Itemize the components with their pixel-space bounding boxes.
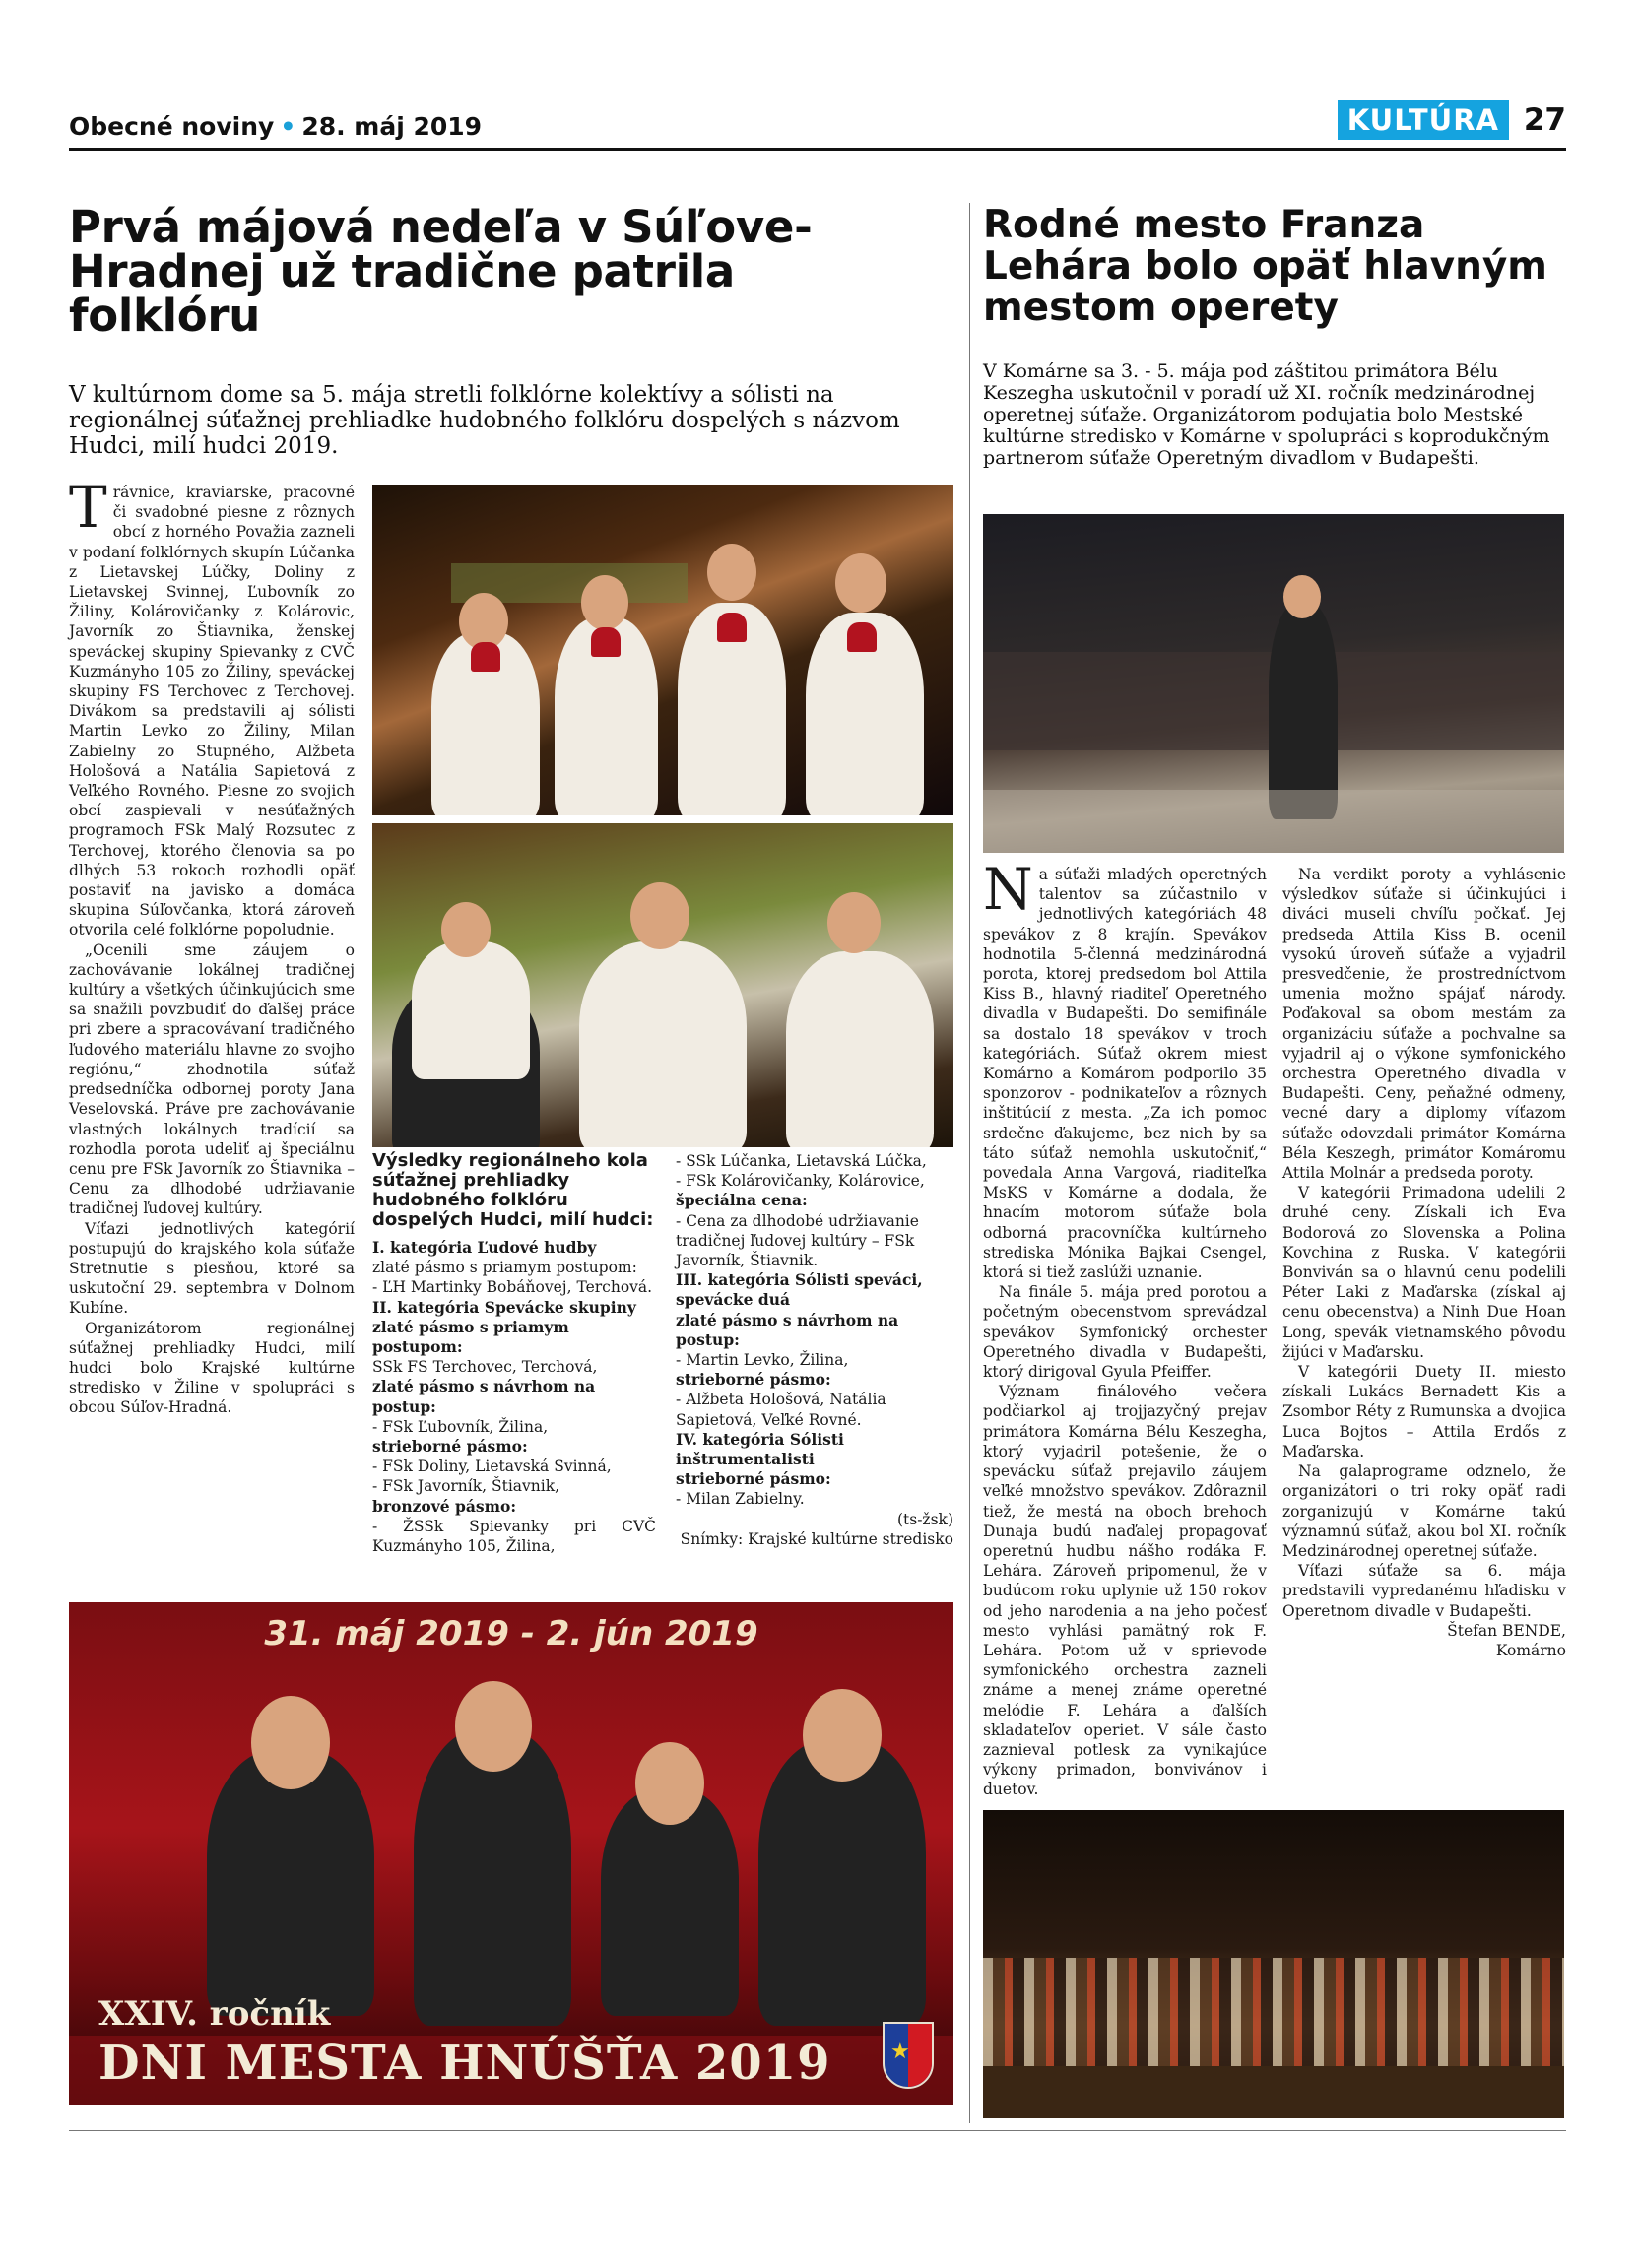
left-article-p4: Organizátorom regionálnej súťažnej prehliadky Hudci, milí hudci bolo Krajské kultúrne stredisko v Žiline v spolupráci s obcou Súľov-Hradná. <box>69 1319 355 1417</box>
coat-of-arms-star-icon: ★ <box>890 2040 910 2064</box>
issue-date: 28. máj 2019 <box>301 112 483 141</box>
results-cat3: III. kategória Sólisti speváci, spevácke duá <box>676 1270 923 1310</box>
results-cat1-gold-v: - ĽH Martinky Bobáňovej, Terchová. <box>372 1278 653 1297</box>
right-article-p1 <box>983 856 1267 1282</box>
right-dropcap: N <box>983 856 1033 923</box>
red-scarf <box>591 627 621 657</box>
results-author: (ts-žsk) <box>896 1510 953 1528</box>
footer-rule <box>69 2130 1566 2131</box>
results-cat3-gold-nom-v: - Martin Levko, Žilina, <box>676 1351 849 1370</box>
right-article-p4: Na verdikt poroty a vyhlásenie výsledkov súťaže si účinkujúci i diváci museli chvíľu počkať. Jej predseda Attila Kiss B. ocenil vysokú úroveň súťaže a vyjadril presvedčenie, že prostredníctvom umenia možno spájať národy. Poďakoval sa obom mestám za organizáciu súťaže a pochvalne sa vyjadril aj o výkone symfonického orchestra Operetného divadla v Budapešti. Ceny, peňažné odmeny, vecné dary a diplomy víťazom súťaže odovzdali primátor Komárna Béla Keszegh, primátor Komáromu Attila Molnár a predseda poroty. <box>1282 866 1566 1183</box>
coat-of-arms-red-half <box>908 2024 932 2087</box>
band-member-head <box>455 1681 532 1772</box>
results-column-1 <box>372 1151 656 1556</box>
right-article-p6: V kategórii Duety II. miesto získali Lukács Bernadett Kis a Zsombor Réty z Rumunska a dvojica Luca Bojtos – Attila Erdős z Maďarska. <box>1282 1363 1566 1460</box>
photo-folk-dancers <box>372 823 953 1153</box>
photo-folk-singers <box>372 485 953 815</box>
results-cat2: II. kategória Spevácke skupiny <box>372 1297 636 1317</box>
left-article-lead: V kultúrnom dome sa 5. mája stretli folklórne kolektívy a sólisti na regionálnej súťažnej prehliadke hudobného folklóru dospelých s názvom Hudci, milí hudci 2019. <box>69 382 900 459</box>
right-article-p3: Význam finálového večera podčiarkol aj trojjazyčný prejav primátora Komárna Bélu Keszegha, ktorý vyjadril potešenie, že o spevácku súťaž prejavilo záujem veľké množstvo spevákov. Zdôraznil tiež, že mestá na oboch brehoch Dunaja budú naďalej propagovať operetnú hudbu nášho rodáka F. Lehára. Zároveň pripomenul, že v budúcom roku uplynie už 150 rokov od jeho narodenia a na jeho počesť mesto vyhlási pamätný rok F. Lehára. Potom už v sprievode symfonického orchestra zazneli známe a menej známe operetné melódie F. Lehára a ďalších skladateľov operiet. V sále často zaznieval potlesk za vynikajúce výkony primadon, bonvivánov i duetov. <box>983 1383 1267 1799</box>
results-cat2-gold-nom: zlaté pásmo s návrhom na postup: <box>372 1377 596 1416</box>
masthead <box>69 112 482 141</box>
ad-edition: XXIV. ročník <box>98 1994 331 2034</box>
results-cat4-silver: strieborné pásmo: <box>676 1469 831 1489</box>
left-article-p2: „Ocenili sme záujem o zachovávanie lokálnej tradičnej kultúry a všetkých účinkujúcich sme sa snažili povzbudiť do ďalšej práce pri zbere a spracovávaní tradičného ľudového materiálu hlavne zo svojho regiónu,“ zhodnotila súťaž predsedníčka odbornej poroty Jana Veselovská. Práve pre zachovávanie vlastných lokálnych tradícií sa rozhodla porota udeliť aj špeciálnu cenu pre FSk Javorník zo Štiavnika – Cenu za dlhodobé udržiavanie tradičnej ľudovej kultúry. <box>69 940 355 1218</box>
right-article-body-col2 <box>1282 865 1566 1660</box>
red-scarf <box>471 642 500 672</box>
results-cat2-gold-nom-v1: - FSk Ľubovník, Žilina, <box>372 1417 549 1436</box>
singer-head <box>707 544 756 601</box>
ad-date: 31. máj 2019 - 2. jún 2019 <box>264 1614 758 1653</box>
ad-title: DNI MESTA HNÚŠŤA 2019 <box>98 2036 831 2091</box>
photo-gala-finale <box>983 1810 1564 2118</box>
results-cat2-silver: strieborné pásmo: <box>372 1437 528 1457</box>
stage-floor <box>983 2066 1564 2118</box>
publication-name: Obecné noviny <box>69 112 275 141</box>
results-cat2-bronze-v2: - SSk Lúčanka, Lietavská Lúčka, <box>676 1152 927 1170</box>
dancer-figure <box>786 951 934 1153</box>
results-cat4-silver-v: - Milan Zabielny. <box>676 1490 805 1509</box>
dancer-head <box>827 892 881 953</box>
left-p1-text: rávnice, kraviarske, pracovné či svadobné piesne z rôznych obcí z horného Považia zazneli v podaní folklórnych skupín Lúčanka z Lietavskej Lúčky, Doliny z Lietavskej Svinnej, Ľubovník zo Žiliny, Kolárovičanky z Kolároviс, Javorník zo Štiavnika, ženskej speváckej skupiny Spievanky z CVČ Kuzmányho 105 zo Žiliny, speváckej skupiny FS Terchovec z Terchovej. Divákom sa predstavili aj sólisti Martin Levko zo Žiliny, Milan Zabielny zo Stupného, Alžbeta Hološová a Natália Sapietová z Veľkého Rovného. Piesne zo svojich obcí zaspievali v nesúťažných programoch FSk Malý Rozsutec z Terchovej, ktorého členovia sa po dlhých 53 rokoch rozhodli opäť postaviť na javisko a domáca skupina Súľovčanka, ktorá zároveň otvorila celé folklórne popoludnie. <box>69 484 355 940</box>
results-cat3-gold-nom: zlaté pásmo s návrhom na postup: <box>676 1310 899 1349</box>
results-cat4: IV. kategória Sólisti inštrumentalisti <box>676 1429 844 1469</box>
right-article-p2: Na finále 5. mája pred porotou a početným obecenstvom sprevádzal spevákov Symfonický orchester Operetného divadla v Budapešti, ktorý dirigoval Gyula Pfeiffer. <box>983 1283 1267 1382</box>
stage-floor <box>983 790 1564 853</box>
band-member-figure <box>414 1730 571 2026</box>
header-rule <box>69 148 1566 151</box>
results-box <box>372 1147 953 1592</box>
results-cat2-silver-v1: - FSk Doliny, Lietavská Svinná, <box>372 1458 612 1476</box>
band-member-head <box>251 1696 330 1789</box>
results-cat2-bronze: bronzové pásmo: <box>372 1496 517 1516</box>
right-article-body-col1 <box>983 856 1267 1800</box>
singer-head <box>581 575 628 630</box>
photo-credit: Snímky: Krajské kultúrne stredisko <box>680 1529 953 1548</box>
red-scarf <box>847 622 877 652</box>
results-cat2-gold-direct: zlaté pásmo s priamym postupom: <box>372 1317 569 1357</box>
left-article-body <box>69 474 355 1418</box>
festival-advertisement <box>69 1602 953 2105</box>
page-header <box>69 97 1566 154</box>
results-cat1: I. kategória Ľudové hudby <box>372 1238 597 1257</box>
dancer-figure <box>412 941 530 1079</box>
photo-operetta-singer <box>983 514 1564 853</box>
right-article-p8: Víťazi súťaže sa 6. mája predstavili vypredanému hľadisku v Operetnom divadle v Budapešti. <box>1282 1562 1566 1620</box>
band-member-head <box>803 1689 882 1782</box>
page-number: 27 <box>1523 102 1566 138</box>
results-cat3-silver: strieborné pásmo: <box>676 1370 831 1390</box>
results-special: špeciálna cena: <box>676 1191 808 1210</box>
right-article-p7: Na galaprograme odznelo, že organizátori o tri roky opäť radi zorganizujú v Komárne takú významnú súťaž, akou bol XI. ročník Medzinárodnej operetnej súťaže. <box>1282 1462 1566 1560</box>
coat-of-arms-icon <box>883 2022 934 2089</box>
results-cat2-bronze-v3: - FSk Kolárovičanky, Kolárovice, <box>676 1172 925 1191</box>
right-article-p5: V kategórii Primadona udelili 2 druhé ceny. Získali ich Eva Bodorová zo Slovenska a Polina Kovchina z Ruska. V kategórii Bonviván sa o hlavnú cenu podelili Péter Laki z Maďarska (získal aj cenu obecenstva) a Ninh Due Hoan Long, spevák vietnamského pôvodu žijúci v Maďarsku. <box>1282 1184 1566 1361</box>
right-p1-text: a súťaži mladých operetných talentov sa zúčastnilo v jednotlivých kategóriách 48 spevákov z 8 krajín. Spevákov hodnotila 5-členná medzinárodná porota, ktorej predsedom bol Attila Kiss B., hlavný riaditeľ Operetného divadla v Budapešti. Do semifinále sa dostalo 18 spevákov v troch kategóriách. Súťaž okrem miest Komárno a Komárom podporilo 35 sponzorov - podnikateľov a rôznych inštitúcií z mesta. „Za ich pomoc srdečne ďakujeme, bez nich by sa táto súťaž nemohla uskutočniť,“ povedala Anna Vargová, riaditeľka MsKS v Komárne a dodala, že hnacím motorom súťaže bola odborná pracovníčka kultúrneho strediska Mónika Bajkai Csengel, ktorá si tiež zaslúži uznanie. <box>983 866 1267 1282</box>
dancer-figure <box>579 941 747 1153</box>
dancer-head <box>441 902 491 957</box>
results-cat2-silver-v2: - FSk Javorník, Štiavnik, <box>372 1477 560 1496</box>
left-article-p3: Víťazi jednotlivých kategórií postupujú do krajského kola súťaže Stretnutie s piesňou, ktoré sa uskutoční 29. septembra v Dolnom Kubíne. <box>69 1219 355 1318</box>
left-article-p1 <box>69 474 355 940</box>
results-column-2 <box>676 1151 953 1549</box>
left-dropcap: T <box>69 474 107 541</box>
section-label: KULTÚRA <box>1338 100 1509 140</box>
singer-figure <box>1269 603 1338 819</box>
column-divider <box>969 203 970 2123</box>
right-article-title: Rodné mesto Franza Lehára bolo opäť hlavným mestom operety <box>983 203 1547 330</box>
band-member-figure <box>758 1740 926 2026</box>
right-article-author-city: Komárno <box>1495 1641 1566 1659</box>
band-member-head <box>635 1742 704 1825</box>
results-cat2-gold-direct-v: SSk FS Terchovec, Terchová, <box>372 1358 598 1377</box>
results-cat1-gold: zlaté pásmo s priamym postupom: <box>372 1259 637 1277</box>
right-article-author: Štefan BENDE, <box>1447 1621 1566 1640</box>
results-special-v: - Cena za dlhodobé udržiavanie tradičnej ľudovej kultúry – FSk Javorník, Štiavnik. <box>676 1211 919 1270</box>
masthead-separator: • <box>280 112 296 141</box>
singer-head <box>835 553 886 613</box>
performers-row <box>983 1958 1564 2066</box>
band-member-figure <box>207 1750 374 2016</box>
red-scarf <box>717 613 747 642</box>
right-article-lead: V Komárne sa 3. - 5. mája pod záštitou primátora Bélu Keszegha uskutočnil v poradí už XI. ročník medzinárodnej operetnej súťaže. Organizátorom podujatia bolo Mestské kultúrne stredisko v Komárne v spolupráci s koprodukčným partnerom súťaže Operetným divadlom v Budapešti. <box>983 360 1550 469</box>
dancer-head <box>630 882 689 949</box>
results-cat2-bronze-v1: - ŽSSk Spievanky pri CVČ Kuzmányho 105, Žilina, <box>372 1517 656 1556</box>
singer-head <box>1283 575 1321 618</box>
results-title: Výsledky regionálneho kola súťažnej prehliadky hudobného folklóru dospelých Hudci, milí hudci: <box>372 1150 654 1230</box>
left-article-title: Prvá májová nedeľa v Súľove-Hradnej už tradične patrila folklóru <box>69 201 813 342</box>
results-cat3-silver-v: - Alžbeta Hološová, Natália Sapietová, Veľké Rovné. <box>676 1391 886 1429</box>
